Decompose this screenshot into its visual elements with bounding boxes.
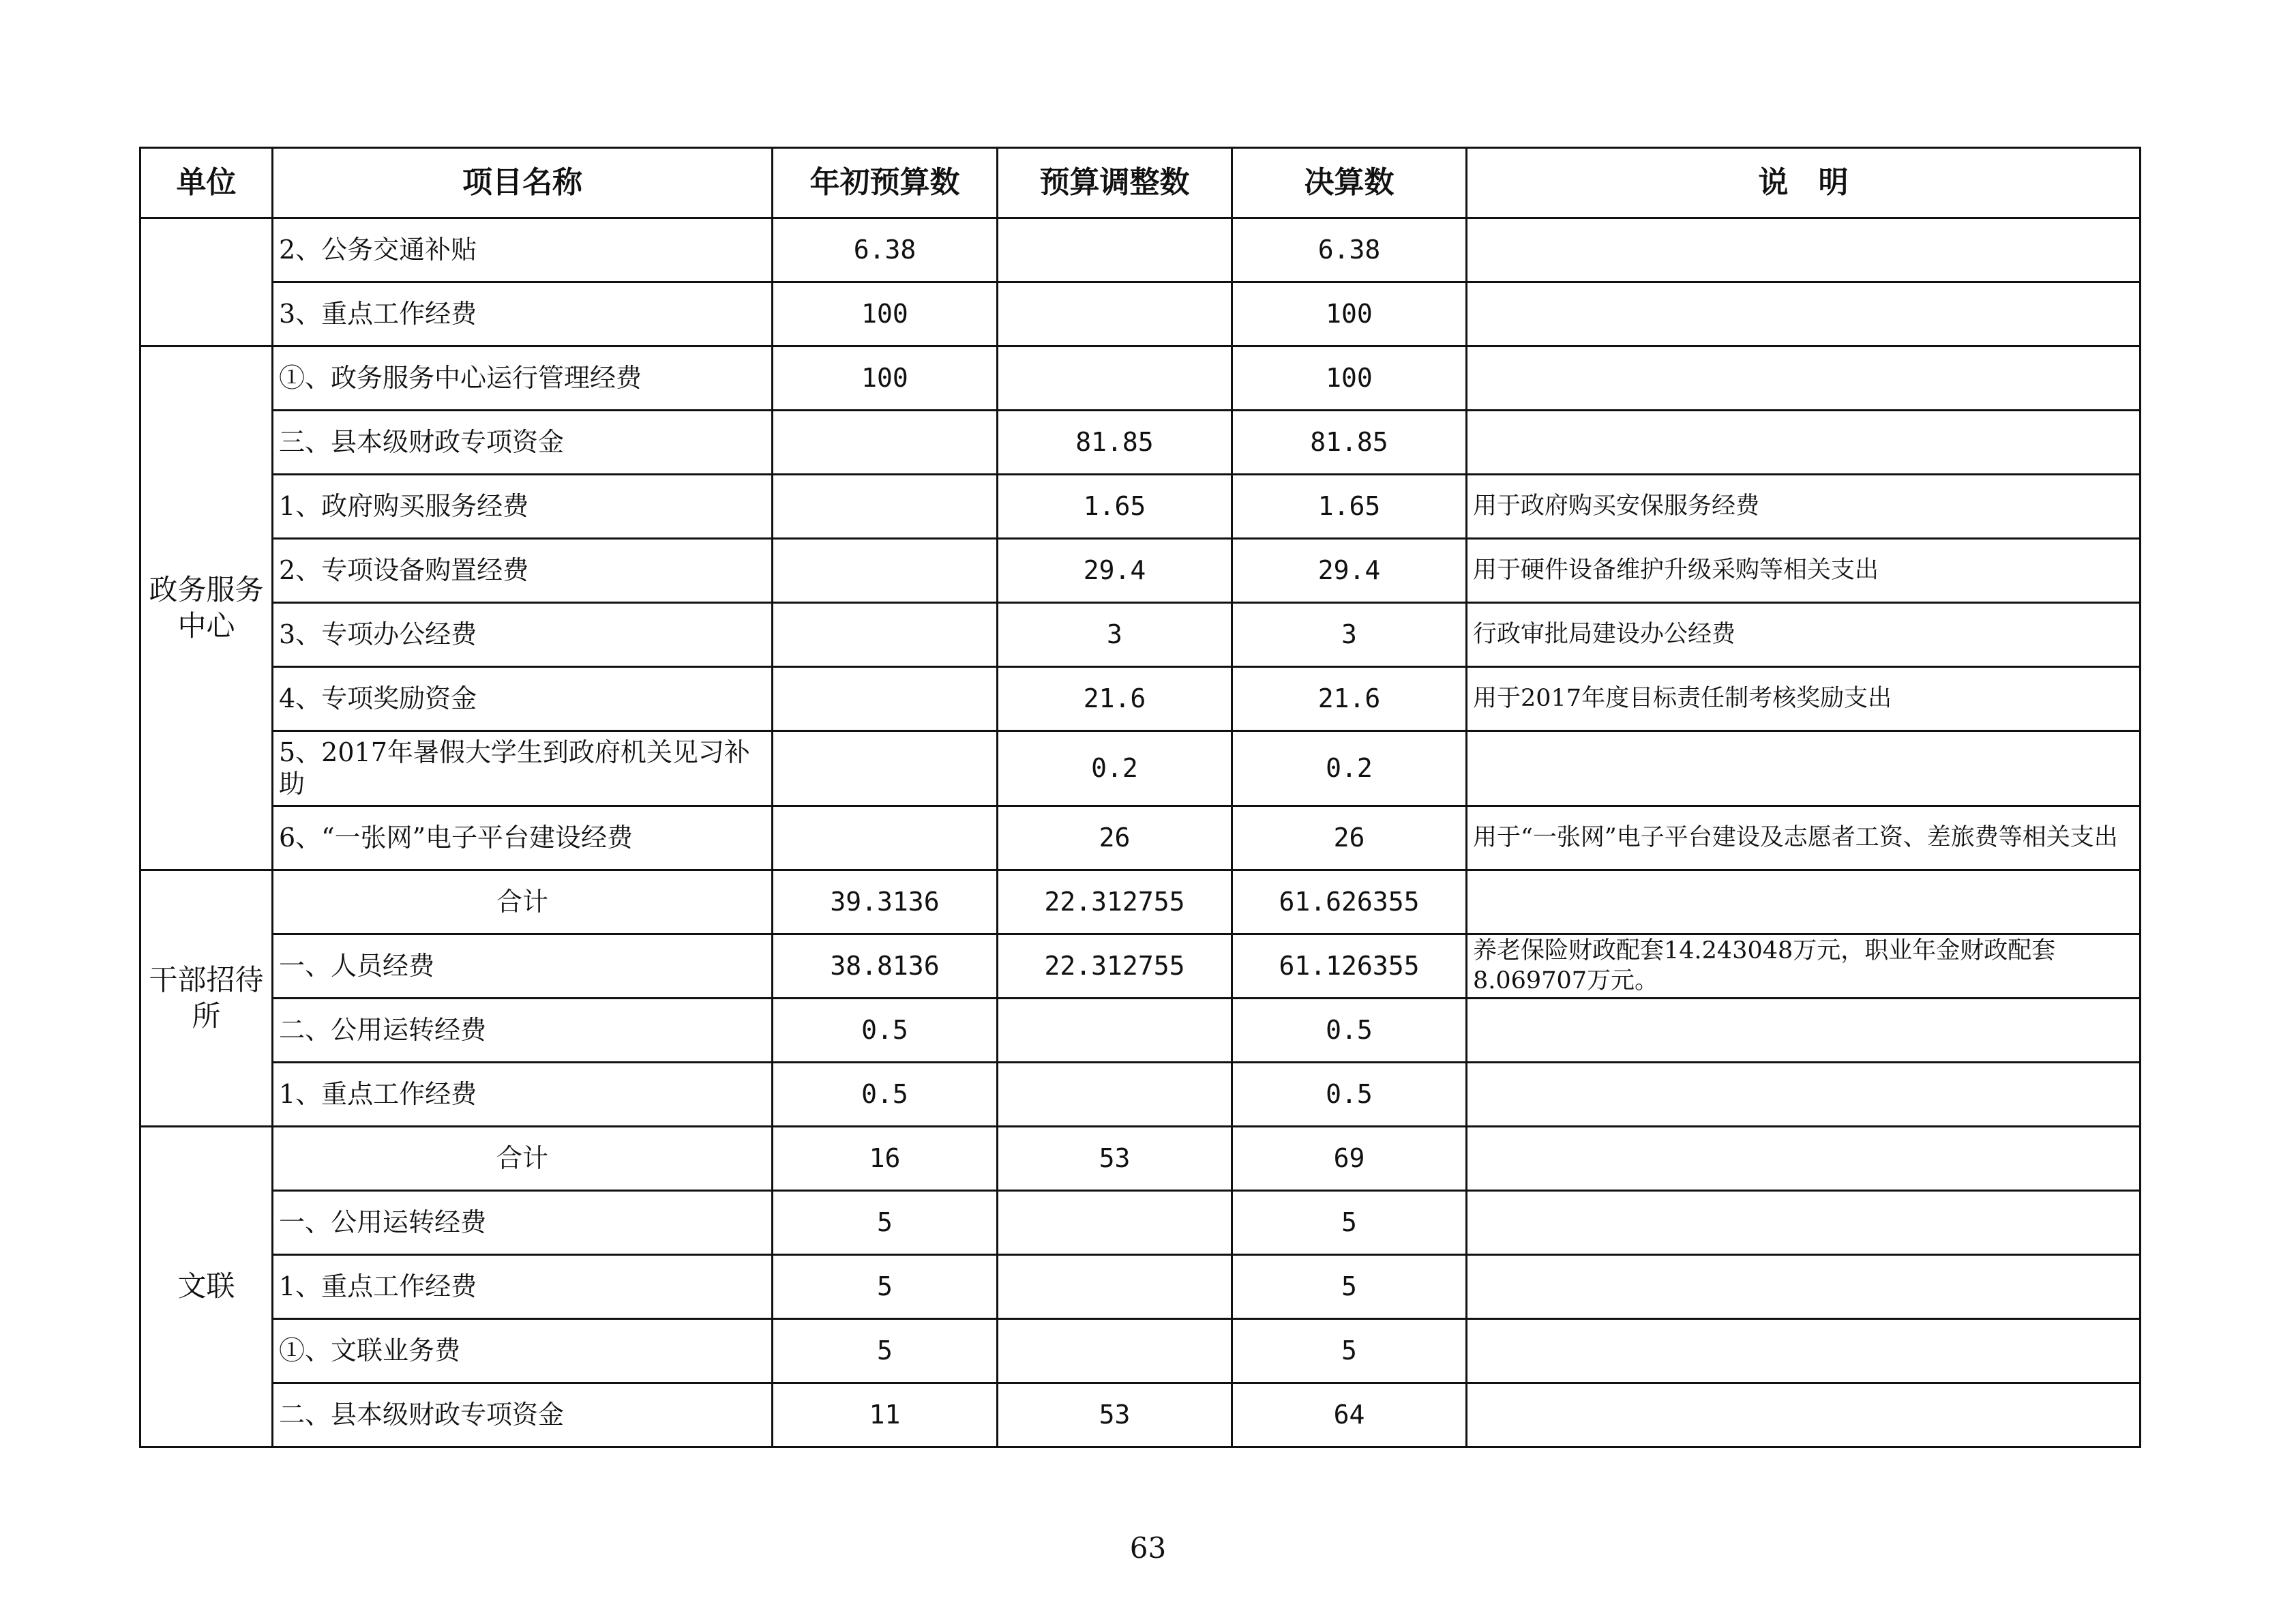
note-cell	[1467, 218, 2141, 282]
final-account-cell: 29.4	[1232, 539, 1467, 603]
note-cell	[1467, 731, 2141, 806]
subtotal-name-cell: 合计	[273, 1127, 773, 1191]
table-row	[140, 806, 2141, 870]
table-row	[140, 667, 2141, 731]
table-row	[140, 1063, 2141, 1127]
unit-cell: 文联	[140, 1127, 273, 1447]
note-cell	[1467, 1127, 2141, 1191]
adjustment-cell: 53	[998, 1383, 1232, 1447]
table-row	[140, 1255, 2141, 1319]
adjustment-cell: 26	[998, 806, 1232, 870]
initial-budget-cell: 6.38	[773, 218, 998, 282]
note-cell	[1467, 346, 2141, 411]
adjustment-cell	[998, 1191, 1232, 1255]
project-name-cell: 6、“一张网”电子平台建设经费	[273, 806, 773, 870]
header-note: 说 明	[1467, 148, 2141, 218]
page-number: 63	[1129, 1531, 1167, 1565]
table-row	[140, 934, 2141, 999]
final-account-cell: 21.6	[1232, 667, 1467, 731]
note-cell: 行政审批局建设办公经费	[1467, 603, 2141, 667]
note-cell	[1467, 1063, 2141, 1127]
note-cell	[1467, 870, 2141, 934]
adjustment-cell	[998, 1255, 1232, 1319]
initial-budget-cell	[773, 539, 998, 603]
initial-budget-cell: 5	[773, 1191, 998, 1255]
note-cell	[1467, 1383, 2141, 1447]
final-account-cell: 5	[1232, 1255, 1467, 1319]
final-account-cell: 3	[1232, 603, 1467, 667]
table-row	[140, 475, 2141, 539]
initial-budget-cell: 0.5	[773, 1063, 998, 1127]
final-account-cell: 6.38	[1232, 218, 1467, 282]
project-name-cell: 一、人员经费	[273, 934, 773, 999]
project-name-cell: ①、文联业务费	[273, 1319, 773, 1383]
note-cell: 用于硬件设备维护升级采购等相关支出	[1467, 539, 2141, 603]
unit-cell	[140, 218, 273, 346]
budget-table	[139, 147, 2141, 1448]
note-cell	[1467, 1255, 2141, 1319]
note-cell	[1467, 1319, 2141, 1383]
table-row	[140, 603, 2141, 667]
final-account-cell: 69	[1232, 1127, 1467, 1191]
project-name-cell: 1、政府购买服务经费	[273, 475, 773, 539]
table-row	[140, 1191, 2141, 1255]
final-account-cell: 0.2	[1232, 731, 1467, 806]
adjustment-cell: 53	[998, 1127, 1232, 1191]
table-row	[140, 731, 2141, 806]
header-final-account: 决算数	[1232, 148, 1467, 218]
initial-budget-cell	[773, 731, 998, 806]
final-account-cell: 61.626355	[1232, 870, 1467, 934]
header-unit: 单位	[140, 148, 273, 218]
final-account-cell: 26	[1232, 806, 1467, 870]
note-cell: 养老保险财政配套14.243048万元，职业年金财政配套8.069707万元。	[1467, 934, 2141, 999]
initial-budget-cell	[773, 667, 998, 731]
table-row	[140, 282, 2141, 346]
initial-budget-cell: 16	[773, 1127, 998, 1191]
adjustment-cell: 0.2	[998, 731, 1232, 806]
adjustment-cell: 1.65	[998, 475, 1232, 539]
final-account-cell: 100	[1232, 346, 1467, 411]
adjustment-cell: 22.312755	[998, 934, 1232, 999]
initial-budget-cell: 0.5	[773, 999, 998, 1063]
adjustment-cell: 22.312755	[998, 870, 1232, 934]
adjustment-cell	[998, 1319, 1232, 1383]
header-initial-budget: 年初预算数	[773, 148, 998, 218]
final-account-cell: 61.126355	[1232, 934, 1467, 999]
final-account-cell: 0.5	[1232, 999, 1467, 1063]
initial-budget-cell: 39.3136	[773, 870, 998, 934]
final-account-cell: 64	[1232, 1383, 1467, 1447]
project-name-cell: 二、县本级财政专项资金	[273, 1383, 773, 1447]
initial-budget-cell	[773, 603, 998, 667]
adjustment-cell	[998, 282, 1232, 346]
initial-budget-cell: 38.8136	[773, 934, 998, 999]
table-row	[140, 411, 2141, 475]
initial-budget-cell	[773, 806, 998, 870]
note-cell: 用于政府购买安保服务经费	[1467, 475, 2141, 539]
project-name-cell: ①、政务服务中心运行管理经费	[273, 346, 773, 411]
final-account-cell: 100	[1232, 282, 1467, 346]
adjustment-cell	[998, 999, 1232, 1063]
table-row	[140, 1319, 2141, 1383]
note-cell	[1467, 1191, 2141, 1255]
initial-budget-cell	[773, 475, 998, 539]
project-name-cell: 一、公用运转经费	[273, 1191, 773, 1255]
header-budget-adjustment: 预算调整数	[998, 148, 1232, 218]
adjustment-cell	[998, 1063, 1232, 1127]
project-name-cell: 1、重点工作经费	[273, 1063, 773, 1127]
final-account-cell: 1.65	[1232, 475, 1467, 539]
table-row	[140, 999, 2141, 1063]
unit-cell: 干部招待所	[140, 870, 273, 1127]
initial-budget-cell: 100	[773, 346, 998, 411]
table-row	[140, 539, 2141, 603]
header-row	[140, 148, 2141, 218]
table-row	[140, 1127, 2141, 1191]
project-name-cell: 4、专项奖励资金	[273, 667, 773, 731]
table-row	[140, 218, 2141, 282]
table-row	[140, 1383, 2141, 1447]
table-row	[140, 346, 2141, 411]
note-cell	[1467, 282, 2141, 346]
project-name-cell: 二、公用运转经费	[273, 999, 773, 1063]
adjustment-cell	[998, 346, 1232, 411]
final-account-cell: 5	[1232, 1191, 1467, 1255]
project-name-cell: 3、重点工作经费	[273, 282, 773, 346]
subtotal-name-cell: 合计	[273, 870, 773, 934]
note-cell	[1467, 411, 2141, 475]
project-name-cell: 5、2017年暑假大学生到政府机关见习补助	[273, 731, 773, 806]
adjustment-cell: 81.85	[998, 411, 1232, 475]
header-project-name: 项目名称	[273, 148, 773, 218]
adjustment-cell	[998, 218, 1232, 282]
final-account-cell: 0.5	[1232, 1063, 1467, 1127]
final-account-cell: 81.85	[1232, 411, 1467, 475]
project-name-cell: 2、专项设备购置经费	[273, 539, 773, 603]
unit-cell: 政务服务中心	[140, 346, 273, 870]
adjustment-cell: 21.6	[998, 667, 1232, 731]
table-row	[140, 870, 2141, 934]
initial-budget-cell	[773, 411, 998, 475]
note-cell	[1467, 999, 2141, 1063]
initial-budget-cell: 11	[773, 1383, 998, 1447]
adjustment-cell: 29.4	[998, 539, 1232, 603]
project-name-cell: 1、重点工作经费	[273, 1255, 773, 1319]
adjustment-cell: 3	[998, 603, 1232, 667]
final-account-cell: 5	[1232, 1319, 1467, 1383]
note-cell: 用于2017年度目标责任制考核奖励支出	[1467, 667, 2141, 731]
project-name-cell: 3、专项办公经费	[273, 603, 773, 667]
initial-budget-cell: 5	[773, 1255, 998, 1319]
initial-budget-cell: 5	[773, 1319, 998, 1383]
project-name-cell: 2、公务交通补贴	[273, 218, 773, 282]
note-cell: 用于“一张网”电子平台建设及志愿者工资、差旅费等相关支出	[1467, 806, 2141, 870]
project-name-cell: 三、县本级财政专项资金	[273, 411, 773, 475]
initial-budget-cell: 100	[773, 282, 998, 346]
